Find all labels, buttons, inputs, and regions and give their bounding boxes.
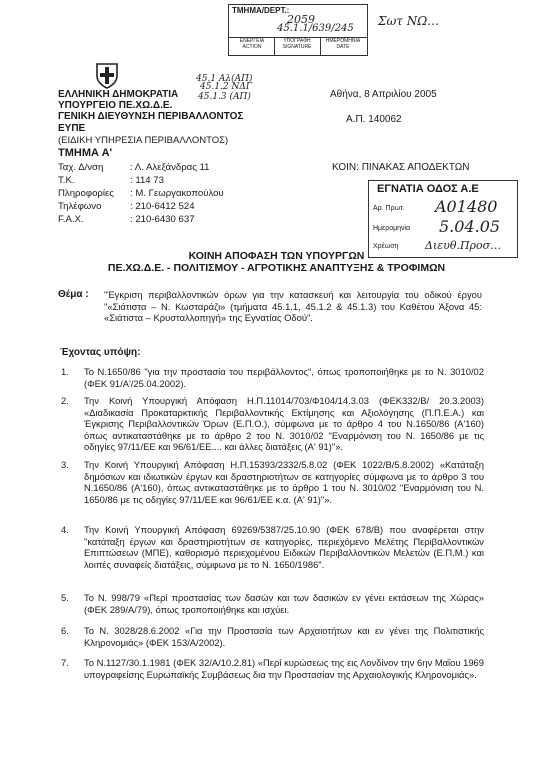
date-line: Αθήνα, 8 Απριλίου 2005 — [330, 89, 437, 100]
department: ΤΜΗΜΑ Α' — [58, 147, 113, 159]
service: ΕΥΠΕ — [58, 123, 86, 134]
item-text-6: Το Ν. 3028/28.6.2002 «Για την Προστασία των Αρχαιοτήτων και εν γένει της Πολιτιστικής Κληρονομιάς» (ΦΕΚ 153/Α/2002). — [84, 625, 484, 648]
contact-label-address: Ταχ. Δ/νση — [58, 162, 104, 173]
margin-note-1: 45.1 Αλ(ΑΠ) — [196, 74, 253, 84]
item-number-3: 3. — [61, 459, 69, 470]
egnatia-row3-value: Διευθ.Προσ… — [425, 239, 502, 252]
directorate: ΓΕΝΙΚΗ ΔΙΕΥΘΥΝΣΗ ΠΕΡΙΒΑΛΛΟΝΤΟΣ — [58, 111, 244, 122]
item-number-7: 7. — [61, 657, 69, 668]
egnatia-stamp-title: ΕΓΝΑΤΙΑ ΟΔΟΣ Α.Ε — [377, 183, 479, 195]
contact-value-address: : Λ. Αλεξάνδρας 11 — [130, 162, 210, 173]
item-number-4: 4. — [61, 524, 69, 535]
dept-stamp-number: 2059 — [287, 13, 315, 26]
stamp-col-signature: ΥΠΟΓΡΑΦΗ SIGNATURE — [282, 38, 312, 50]
egnatia-row2-label: Ημερομηνία — [373, 225, 411, 232]
stamp-col-date: ΗΜΕΡΟΜΗΝΙΑ DATE — [325, 38, 361, 50]
contact-value-phone: : 210-6412 524 — [130, 201, 195, 212]
contact-value-fax: : 210-6430 637 — [130, 214, 195, 225]
egnatia-row1-value: Α01480 — [435, 197, 498, 216]
subject-label: Θέμα : — [58, 289, 89, 300]
republic: ΕΛΛΗΝΙΚΗ ΔΗΜΟΚΡΑΤΙΑ — [58, 89, 179, 100]
contact-label-info: Πληροφορίες — [58, 188, 114, 199]
service-full: (ΕΙΔΙΚΗ ΥΠΗΡΕΣΙΑ ΠΕΡΙΒΑΛΛΟΝΤΟΣ) — [58, 135, 229, 146]
having-regard-heading: Έχοντας υπόψη: — [60, 347, 141, 358]
title-line-1: ΚΟΙΝΗ ΑΠΟΦΑΣΗ ΤΩΝ ΥΠΟΥΡΓΩΝ — [188, 250, 365, 262]
stamp-col-action: ΕΝΕΡΓΕΙΑ ACTION — [239, 38, 265, 50]
title-line-2: ΠΕ.ΧΩ.Δ.Ε. - ΠΟΛΙΤΙΣΜΟΥ - ΑΓΡΟΤΙΚΗΣ ΑΝΑΠΤΥΞΗΣ & ΤΡΟΦΙΜΩΝ — [107, 262, 446, 274]
item-text-3: Την Κοινή Υπουργική Απόφαση Η.Π.15393/2332/5.8.02 (ΦΕΚ 1022/Β/5.8.2002) «Κατάταξη δημόσιων και ιδιωτικών έργων και δραστηριοτήτων σε κατηγορίες σύμφωνα με το άρθρο 3 του Ν.1650/86 (Α'160), όπως αντικαταστάθηκε με το άρθρο 1 του Ν. 3010/02 "Εναρμόνιση του Ν. 1650/86 με τις οδηγίες 97/11/ΕΕ και 96/61/ΕΕ κ.α. (Α' 91)"». — [84, 459, 484, 505]
item-text-4: Την Κοινή Υπουργική Απόφαση 69269/5387/25.10.90 (ΦΕΚ 678/Β) που αναφέρεται στην "κατάταξη έργων και δραστηριοτήτων σε κατηγορίες, περιεχόμενο Μελέτης Περιβαλλοντικών Επιπτώσεων (ΜΠΕ), καθορισμό περιεχομένου Ειδικών Περιβαλλοντικών Μελετών (Ε.Π.Μ.) και λοιπές συναφείς διατάξεις, σύμφωνα με το Ν. 1650/1986". — [84, 524, 484, 570]
item-text-2: Την Κοινή Υπουργική Απόφαση Η.Π.11014/703/Φ104/14.3.03 (ΦΕΚ332/Β/ 20.3.2003) «Διαδικασία Προκαταρκτικής Περιβαλλοντικής Εκτίμησης και Αξιολόγησης (Π.Π.Ε.Α.) και Έγκρισης Περιβαλλοντικών Όρων (Ε.Π.Ο.), σύμφωνα με το άρθρο 4 του Ν.1650/86 (Α'160) όπως αντικαταστάθηκε με το άρθρο 2 του Ν. 3010/02 "Εναρμόνιση του Ν. 1650/86 με τις οδηγίες 97/11/ΕΕ και 96/61/ΕΕ.... και άλλες διατάξεις (Α' 91)"». — [84, 395, 484, 453]
margin-note-3: 45.1.3 (ΑΠ) — [198, 92, 251, 102]
ministry: ΥΠΟΥΡΓΕΙΟ ΠΕ.ΧΩ.Δ.Ε. — [58, 100, 173, 111]
item-number-2: 2. — [61, 395, 69, 406]
margin-note-2: 45.1.2 ΝΔΓ — [200, 82, 253, 92]
contact-label-phone: Τηλέφωνο — [58, 201, 102, 212]
item-text-1: Το Ν.1650/86 "για την προστασία του περιβάλλοντος", όπως τροποποιήθηκε με το Ν. 3010/02 (ΦΕΚ 91/Α'/25.04.2002). — [84, 366, 484, 389]
recipients: ΚΟΙΝ: ΠΙΝΑΚΑΣ ΑΠΟΔΕΚΤΩΝ — [332, 162, 470, 173]
dept-stamp-label: ΤΜΗΜΑ/DEPT.: — [232, 6, 290, 15]
coat-of-arms-icon — [93, 62, 121, 90]
item-text-5: Το Ν. 998/79 «Περί προστασίας των δασών και των δασικών εν γένει εκτάσεων της Χώρας» (ΦΕΚ 289/Α/79), όπως τροποποιήθηκε και ισχύει. — [84, 592, 484, 615]
contact-label-postcode: Τ.Κ. — [58, 175, 75, 186]
egnatia-stamp — [368, 180, 518, 258]
item-number-5: 5. — [61, 592, 69, 603]
dept-stamp-code: 45.1.1/639/245 — [277, 23, 354, 34]
egnatia-row1-label: Αρ. Πρωτ. — [373, 205, 405, 212]
contact-label-fax: F.A.X. — [58, 214, 84, 225]
item-text-7: Το Ν.1127/30.1.1981 (ΦΕΚ 32/Α/10.2.81) «Περί κυρώσεως της εις Λονδίνον την 6ην Μαΐου 1969 υπογραφείσης Ευρωπαϊκής Συμβάσεως δια την Προστασίαν της Αρχαιολογικής Κληρονομιάς». — [84, 657, 484, 680]
protocol-number: Α.Π. 140062 — [346, 114, 402, 125]
egnatia-row2-value: 5.04.05 — [439, 217, 501, 236]
item-number-1: 1. — [61, 366, 69, 377]
item-number-6: 6. — [61, 625, 69, 636]
subject-text: "Έγκριση περιβαλλοντικών όρων για την κατασκευή και λειτουργία του οδικού έργου "«Σιάτιστα – Ν. Κωσταράζι» (τμήματα 45.1.1, 45.1.2 & 45.1.3) του Καθέτου Άξονα 45: «Σιάτιστα – Κρυσταλλοπηγή» της Εγνατίας Οδού". — [104, 289, 482, 324]
dept-stamp — [228, 4, 368, 56]
handwritten-top-right: Σωτ ΝΩ… — [378, 14, 440, 28]
contact-value-postcode: : 114 73 — [130, 175, 164, 186]
egnatia-row3-label: Χρέωση — [373, 243, 399, 250]
contact-value-info: : Μ. Γεωργακοπούλου — [130, 188, 224, 199]
